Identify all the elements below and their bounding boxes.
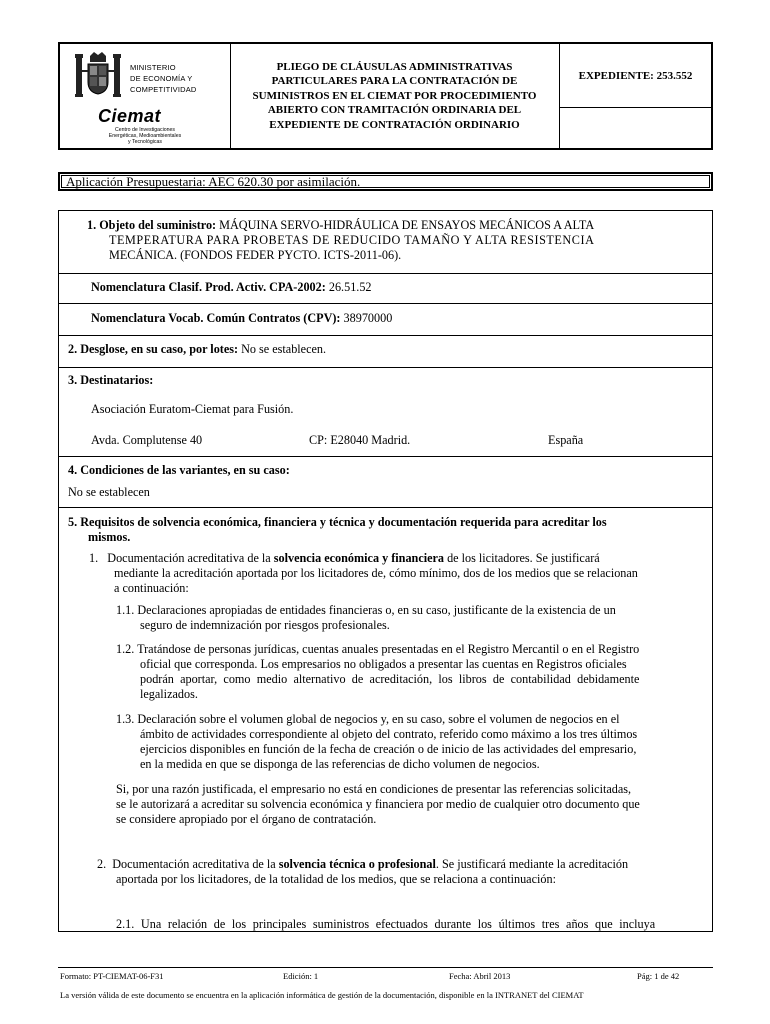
divider [59,456,712,457]
subitem-text: oficial que corresponda. Los empresarios no obligados a presentar las cuentas en Registros oficiales [140,657,627,671]
subitem-1-1 [116,603,716,633]
item-bold-text: solvencia económica y financiera [273,551,445,565]
recipient-postal-code: CP: E28040 Madrid. [309,433,411,447]
paragraph-line: se le autorizará a acreditar su solvencia económica y financiera por medio de cualquier otro documento que [116,797,640,811]
item-technical-solvency [97,857,717,887]
recipient-organization: Asociación Euratom-Ciemat para Fusión. [91,402,294,416]
divider [59,273,712,274]
ciemat-logo-subtitle [74,127,216,145]
subitem-text: 1.3. Declaración sobre el volumen global de negocios y, en su caso, sobre el volumen de negocios en el [116,712,620,726]
section-5-label-line: mismos. [88,530,131,544]
item-text: Documentación acreditativa de la [107,551,274,565]
item-text: de los licitadores. Se justificará [444,551,600,565]
footer-edition: Edición: 1 [283,971,319,981]
ministry-name [130,62,197,95]
item-economic-solvency [89,551,715,596]
expediente-cell [560,44,711,148]
coat-of-arms-icon [72,50,124,100]
subitem-2-1: 2.1. Una relación de los principales suministros efectuados durante los últimos tres años que incluya [116,917,656,931]
logo-sub-line: y Tecnológicas [128,139,162,145]
footer-validity-note: La versión válida de este documento se encuentra en la aplicación informática de gestión de la documentación, disponible en la INTRANET del CIEMAT [60,990,584,1000]
section-1 [87,218,701,263]
item-text: . Se justificará mediante la acreditación [435,857,629,871]
subitem-text: 1.1. Declaraciones apropiadas de entidades financieras o, en su caso, justificante de la existencia de un [116,603,616,617]
document-header [58,42,713,150]
footer-format: Formato: PT-CIEMAT-06-F31 [60,971,164,981]
budget-application [58,172,713,191]
logo-sub-line: Energéticas, Medioambientales [108,133,182,139]
section-4-value: No se establecen [68,485,150,499]
divider [59,507,712,508]
section-2-value: No se establecen. [238,342,327,356]
section-1-text: MECÁNICA. (FONDOS FEDER PYCTO. ICTS-2011-06). [109,248,402,262]
section-5-label [68,515,716,545]
footer-rule [58,967,713,968]
item-line [97,857,717,872]
subitem-text: en la medida en que se disponga de las referencias de dicho volumen de negocios. [140,757,540,771]
recipient-address: Avda. Complutense 40 [91,433,203,447]
section-3-label: 3. Destinatarios: [68,373,154,387]
section-4-label: 4. Condiciones de las variantes, en su caso: [68,463,290,477]
item-number: 2. [97,857,107,871]
budget-text: Aplicación Presupuestaria: AEC 620.30 por asimilación. [66,174,361,189]
section-2 [68,342,326,357]
clauses-table [58,210,713,932]
subitem-text: seguro de indemnización por riesgos profesionales. [140,618,390,632]
subitem-text: ejercicios disponibles en función de la fecha de creación o de inicio de las actividades del empresario, [140,742,637,756]
section-1-text: TEMPERATURA PARA PROBETAS DE REDUCIDO TAMAÑO Y ALTA RESISTENCIA [109,233,595,247]
expediente-number: EXPEDIENTE: 253.552 [560,44,711,108]
item-text: a continuación: [114,581,189,595]
recipient-country: España [548,433,584,447]
cpa-row [91,280,372,295]
item-text: mediante la acreditación aportada por los licitadores de, cómo mínimo, dos de los medios que se relacionan [114,566,638,580]
subitem-text: ámbito de actividades correspondiente al objeto del contrato, referido como máximo a los tres últimos [140,727,638,741]
justification-paragraph [116,782,716,827]
cpv-label: Nomenclatura Vocab. Común Contratos (CPV): [91,311,341,325]
ciemat-logo: Ciemat [98,106,162,126]
paragraph-line: Si, por una razón justificada, el empresario no está en condiciones de presentar las referencias solicitadas, [116,782,632,796]
item-bold-text: solvencia técnica o profesional [278,857,436,871]
divider [59,367,712,368]
document-title: PLIEGO DE CLÁUSULAS ADMINISTRATIVAS PARTICULARES PARA LA CONTRATACIÓN DE SUMINISTROS EN EL CIEMAT POR PROCEDIMIENTO ABIERTO CON TRAMITACIÓN ORDINARIA DEL EXPEDIENTE DE CONTRATACIÓN ORDINARIO [230,44,560,148]
logo-sub-line: Centro de Investigaciones [115,127,175,133]
section-1-text: MÁQUINA SERVO-HIDRÁULICA DE ENSAYOS MECÁNICOS A ALTA [216,218,595,232]
section-1-line [87,218,701,233]
subitem-1-3 [116,712,716,772]
cpa-value: 26.51.52 [325,280,372,294]
cpv-row [91,311,392,326]
section-1-label: 1. Objeto del suministro: [87,218,217,232]
cpa-label: Nomenclatura Clasif. Prod. Activ. CPA-2002: [91,280,326,294]
subitem-text: podrán aportar, como medio alternativo de acreditación, los libros de contabilidad debidamente [140,672,640,686]
ministry-line: MINISTERIO [130,63,176,72]
divider [59,303,712,304]
logo-cell [60,44,231,148]
footer-page-number: Pág: 1 de 42 [637,971,680,981]
ministry-line: DE ECONOMÍA Y [130,74,193,83]
paragraph-line: se considere apropiado por el órgano de contratación. [116,812,377,826]
ministry-line: COMPETITIVIDAD [130,85,197,94]
item-line [89,551,715,566]
section-2-label: 2. Desglose, en su caso, por lotes: [68,342,239,356]
cpv-value: 38970000 [340,311,393,325]
item-text: aportada por los licitadores, de la totalidad de los medios, que se relaciona a continuación: [116,872,556,886]
section-5-label-line: 5. Requisitos de solvencia económica, financiera y técnica y documentación requerida para acreditar los [68,515,607,529]
item-number: 1. [89,551,99,565]
subitem-text: legalizados. [140,687,198,701]
item-text: Documentación acreditativa de la [112,857,279,871]
footer-date: Fecha: Abril 2013 [449,971,511,981]
subitem-1-2 [116,642,716,702]
divider [59,335,712,336]
subitem-text: 1.2. Tratándose de personas jurídicas, cuentas anuales presentadas en el Registro Mercantil o en el Registro [116,642,640,656]
